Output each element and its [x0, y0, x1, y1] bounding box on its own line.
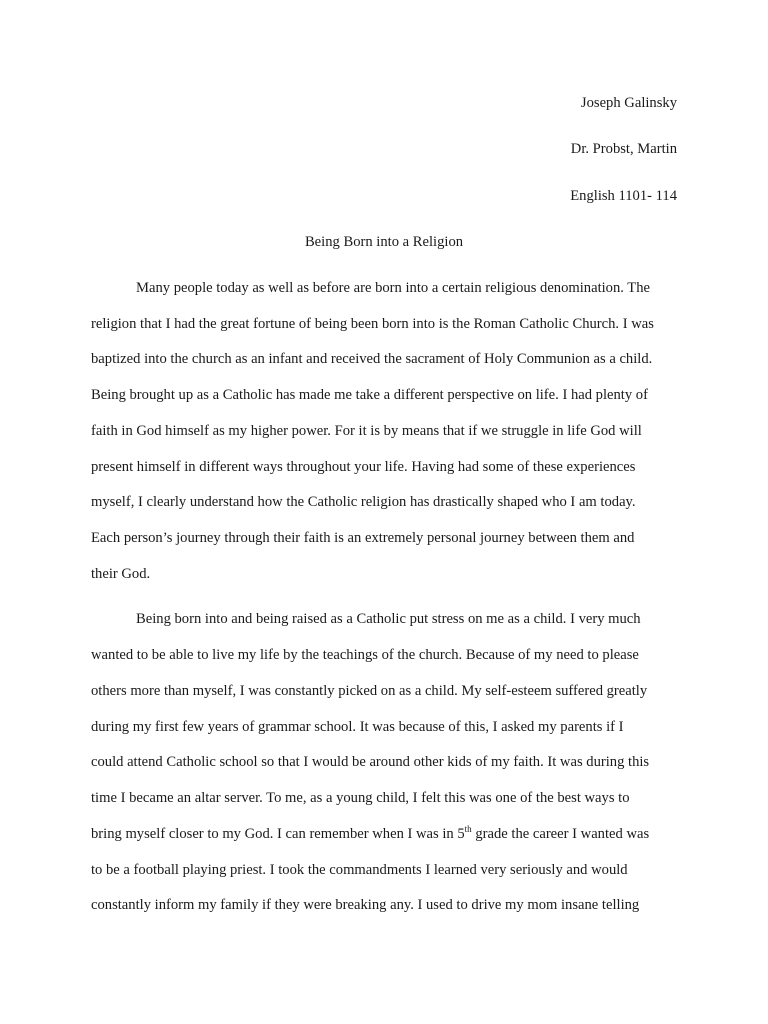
course-number: English 1101- 114: [570, 188, 677, 204]
line-text-before: bring myself closer to my God. I can remember when I was in 5: [91, 826, 465, 842]
paragraph-line: others more than myself, I was constantly picked on as a child. My self-esteem suffered greatly: [91, 683, 648, 699]
paragraph-line: during my first few years of grammar school. It was because of this, I asked my parents if I: [91, 719, 624, 735]
ordinal-superscript: th: [464, 824, 472, 835]
line-text-after: grade the career I wanted was: [471, 826, 650, 842]
paragraph-line: to be a football playing priest. I took the commandments I learned very seriously and would: [91, 862, 628, 878]
paragraph-line: baptized into the church as an infant and received the sacrament of Holy Communion as a child.: [91, 351, 653, 367]
paragraph-line: religion that I had the great fortune of being been born into is the Roman Catholic Church. I was: [91, 316, 654, 332]
paragraph-line: wanted to be able to live my life by the teachings of the church. Because of my need to please: [91, 647, 639, 663]
paragraph-line: myself, I clearly understand how the Catholic religion has drastically shaped who I am today.: [91, 494, 636, 510]
paragraph-line: [91, 825, 649, 843]
essay-title: Being Born into a Religion: [304, 234, 464, 250]
instructor-name: Dr. Probst, Martin: [570, 141, 677, 157]
paragraph-line: Being born into and being raised as a Catholic put stress on me as a child. I very much: [136, 611, 641, 627]
paragraph-line: Being brought up as a Catholic has made me take a different perspective on life. I had plenty of: [91, 387, 648, 403]
paragraph-line: Many people today as well as before are born into a certain religious denomination. The: [136, 280, 650, 296]
paragraph-line: time I became an altar server. To me, as a young child, I felt this was one of the best ways to: [91, 790, 630, 806]
paragraph-line: could attend Catholic school so that I would be around other kids of my faith. It was during this: [91, 754, 650, 770]
paragraph-line: their God.: [91, 566, 151, 582]
paragraph-line: constantly inform my family if they were breaking any. I used to drive my mom insane telling: [91, 897, 640, 913]
paragraph-line: Each person’s journey through their faith is an extremely personal journey between them and: [91, 530, 635, 546]
paragraph-line: present himself in different ways throughout your life. Having had some of these experiences: [91, 459, 636, 475]
author-name: Joseph Galinsky: [580, 95, 677, 111]
paragraph-line: faith in God himself as my higher power. For it is by means that if we struggle in life God will: [91, 423, 642, 439]
